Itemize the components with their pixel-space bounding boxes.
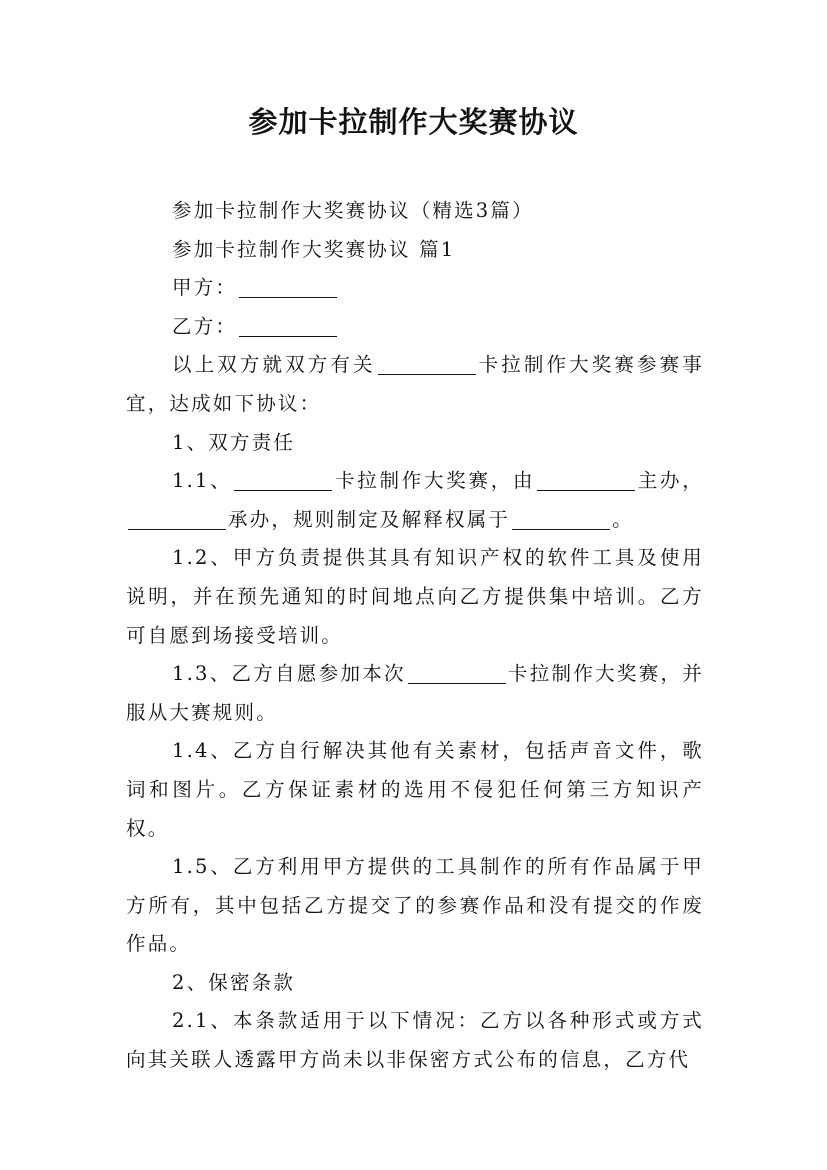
document-body bbox=[126, 192, 704, 1080]
intro-text-b: 卡拉制作大奖赛参赛事宜，达成如下协议： bbox=[126, 353, 704, 415]
clause-1-1-text-e: 。 bbox=[612, 507, 634, 531]
blank-line bbox=[128, 507, 226, 530]
blank-line bbox=[512, 507, 610, 530]
clause-1-1-text-b: 卡拉制作大奖赛，由 bbox=[334, 469, 536, 493]
clause-1-3-text-a: 1.3、乙方自愿参加本次 bbox=[172, 662, 406, 686]
clause-1-1 bbox=[126, 462, 704, 539]
party-a-label: 甲方： bbox=[172, 276, 238, 300]
blank-line bbox=[537, 468, 635, 491]
blank-line bbox=[239, 275, 337, 298]
blank-line bbox=[234, 468, 332, 491]
party-a-line bbox=[126, 269, 704, 308]
section-2-heading: 2、保密条款 bbox=[172, 970, 296, 994]
party-b-line bbox=[126, 308, 704, 347]
blank-line bbox=[378, 352, 476, 375]
clause-2-1: 2.1、本条款适用于以下情况：乙方以各种形式或方式向其关联人透露甲方尚未以非保密方式公布的信息，乙方代 bbox=[126, 1009, 704, 1072]
clause-1-4: 1.4、乙方自行解决其他有关素材，包括声音文件，歌词和图片。乙方保证素材的选用不侵犯任何第三方知识产权。 bbox=[126, 739, 704, 840]
document-title: 参加卡拉制作大奖赛协议 bbox=[248, 105, 579, 139]
subtitle-line: 参加卡拉制作大奖赛协议（精选3篇） bbox=[172, 199, 534, 222]
clause-1-1-text-a: 1.1、 bbox=[172, 469, 233, 493]
party-b-label: 乙方： bbox=[172, 314, 238, 338]
clause-1-1-text-c: 主办， bbox=[637, 469, 704, 493]
clause-1-3 bbox=[126, 655, 704, 732]
section-1-heading: 1、双方责任 bbox=[172, 430, 296, 454]
blank-line bbox=[239, 314, 337, 337]
intro-text-a: 以上双方就双方有关 bbox=[172, 353, 376, 377]
blank-line bbox=[408, 661, 506, 684]
clause-1-2: 1.2、甲方负责提供其具有知识产权的软件工具及使用说明，并在预先通知的时间地点向乙方提供集中培训。乙方可自愿到场接受培训。 bbox=[126, 546, 704, 647]
piece-heading: 参加卡拉制作大奖赛协议 篇1 bbox=[172, 237, 456, 261]
clause-1-1-text-d: 承办，规则制定及解释权属于 bbox=[228, 507, 511, 531]
clause-1-5: 1.5、乙方利用甲方提供的工具制作的所有作品属于甲方所有，其中包括乙方提交了的参赛作品和没有提交的作废作品。 bbox=[126, 855, 704, 956]
clause-1-3-text-b: 卡拉制作大奖赛，并服从大赛规则。 bbox=[126, 662, 704, 724]
intro-paragraph bbox=[126, 346, 704, 423]
